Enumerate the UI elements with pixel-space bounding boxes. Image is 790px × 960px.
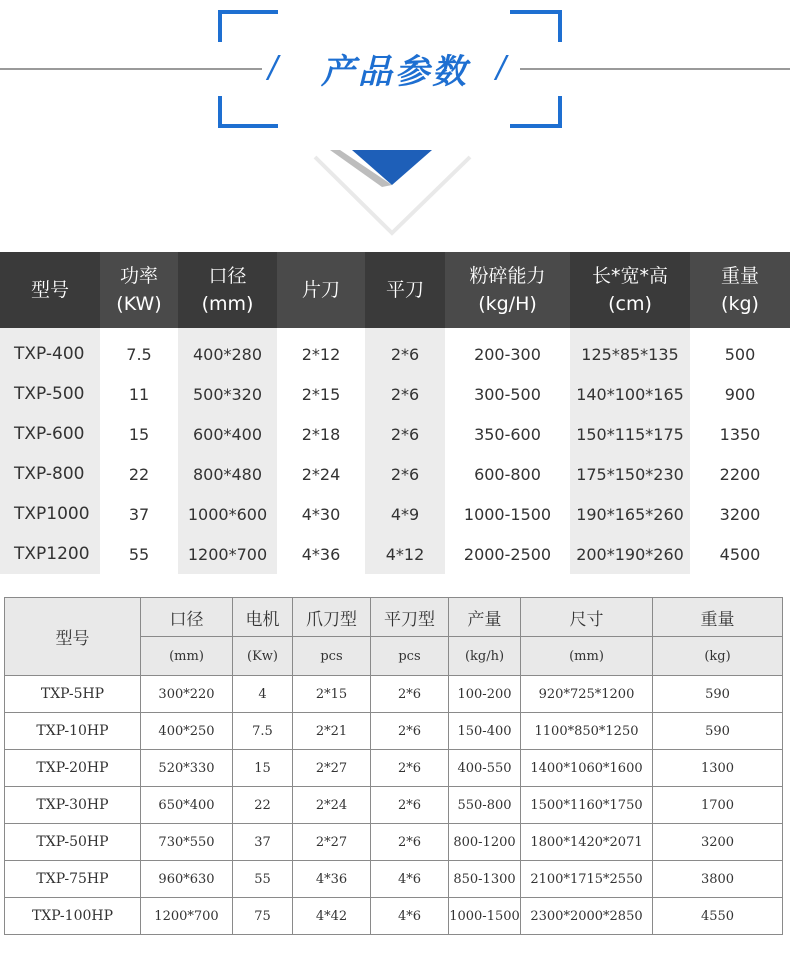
table-row <box>0 374 790 414</box>
table-cell: 850-1300 <box>449 861 521 898</box>
table-cell: 15 <box>128 424 150 444</box>
header-cell: 口径 (mm) <box>178 252 277 328</box>
table-cell: 500 <box>724 344 756 364</box>
table-row <box>5 676 783 713</box>
table-cell: 100-200 <box>449 676 521 713</box>
header-cell: 尺寸 <box>521 598 653 637</box>
unit-cell: (mm) <box>521 637 653 676</box>
table-cell: TXP1000 <box>0 494 100 534</box>
table-cell: 125*85*135 <box>570 328 690 374</box>
table-row <box>5 824 783 861</box>
slash-decoration-left: / <box>268 50 279 85</box>
frame-corner-bottom-left <box>218 96 278 128</box>
unit-cell: (Kw) <box>233 637 293 676</box>
table-cell: 2*6 <box>365 414 445 454</box>
table-cell: 2*6 <box>371 713 449 750</box>
table-cell: 4*9 <box>365 494 445 534</box>
table-cell: 400*250 <box>141 713 233 750</box>
table-cell: 2*6 <box>371 676 449 713</box>
header-cell: 重量 (kg) <box>690 252 790 328</box>
table-cell: 2*6 <box>371 787 449 824</box>
table-cell: 300*220 <box>141 676 233 713</box>
table-cell: 2000-2500 <box>463 544 552 564</box>
table-cell: 1700 <box>653 787 783 824</box>
table-cell: 4500 <box>719 544 761 564</box>
table-cell: 600-800 <box>474 464 541 484</box>
table-header-row <box>0 252 790 328</box>
table-cell: TXP-5HP <box>5 676 141 713</box>
table-cell: 22 <box>128 464 150 484</box>
table-cell: 1300 <box>653 750 783 787</box>
table-cell: 2200 <box>719 464 761 484</box>
table-cell: 590 <box>653 676 783 713</box>
table-cell: 4*36 <box>293 861 371 898</box>
table-cell: 2*27 <box>293 824 371 861</box>
table-cell: 590 <box>653 713 783 750</box>
table-cell: 4*36 <box>301 544 341 564</box>
table-cell: 900 <box>724 384 756 404</box>
table-cell: 1000-1500 <box>463 504 552 524</box>
table-cell: 2*6 <box>371 750 449 787</box>
header-rule-right <box>520 68 790 70</box>
table-cell: TXP-30HP <box>5 787 141 824</box>
table-cell: TXP-600 <box>0 414 100 454</box>
frame-corner-top-right <box>510 10 562 42</box>
header-cell: 口径 <box>141 598 233 637</box>
table-row <box>0 414 790 454</box>
table-cell: 2*18 <box>301 424 341 444</box>
table-cell: 730*550 <box>141 824 233 861</box>
table-cell: 4*6 <box>371 898 449 935</box>
table-cell: TXP-10HP <box>5 713 141 750</box>
table-cell: TXP-50HP <box>5 824 141 861</box>
table-cell: 55 <box>128 544 150 564</box>
table-cell: 520*330 <box>141 750 233 787</box>
table-cell: 4*12 <box>365 534 445 574</box>
table-cell: 800*480 <box>178 454 277 494</box>
table-cell: 2300*2000*2850 <box>521 898 653 935</box>
header-cell: 平刀 <box>365 252 445 328</box>
table-cell: 2100*1715*2550 <box>521 861 653 898</box>
table-cell: 1200*700 <box>141 898 233 935</box>
unit-cell: (kg) <box>653 637 783 676</box>
table-cell: 7.5 <box>233 713 293 750</box>
slash-decoration-right: / <box>496 50 507 85</box>
table-cell: 2*21 <box>293 713 371 750</box>
table-cell: 2*27 <box>293 750 371 787</box>
table-cell: 75 <box>233 898 293 935</box>
table-cell: 190*165*260 <box>570 494 690 534</box>
table-cell: 300-500 <box>474 384 541 404</box>
table-cell: 2*6 <box>365 454 445 494</box>
table-cell: 2*12 <box>301 344 341 364</box>
table-cell: 4*30 <box>301 504 341 524</box>
table-row <box>0 494 790 534</box>
unit-cell: pcs <box>371 637 449 676</box>
unit-cell: pcs <box>293 637 371 676</box>
table-cell: 140*100*165 <box>570 374 690 414</box>
header-cell: 电机 <box>233 598 293 637</box>
table-cell: 2*15 <box>301 384 341 404</box>
table-cell: 400-550 <box>449 750 521 787</box>
table-cell: 500*320 <box>178 374 277 414</box>
table-cell: 3200 <box>719 504 761 524</box>
header-cell: 爪刀型 <box>293 598 371 637</box>
table-cell: 1400*1060*1600 <box>521 750 653 787</box>
table-row <box>0 454 790 494</box>
unit-cell: (mm) <box>141 637 233 676</box>
table-row <box>5 861 783 898</box>
table-cell: 4*6 <box>371 861 449 898</box>
table-cell: 920*725*1200 <box>521 676 653 713</box>
frame-corner-top-left <box>218 10 278 42</box>
table-header-row <box>5 598 783 637</box>
table-row <box>0 534 790 574</box>
table-cell: 3200 <box>653 824 783 861</box>
table-cell: 2*6 <box>371 824 449 861</box>
header-cell: 片刀 <box>277 252 365 328</box>
table-row <box>5 750 783 787</box>
table-cell: 2*6 <box>365 328 445 374</box>
table-cell: 7.5 <box>126 344 152 364</box>
table-cell: 175*150*230 <box>570 454 690 494</box>
table-cell: 4550 <box>653 898 783 935</box>
table-cell: 1000*600 <box>178 494 277 534</box>
header-cell: 功率 (KW) <box>100 252 178 328</box>
header-cell: 重量 <box>653 598 783 637</box>
table-row <box>0 328 790 374</box>
table-cell: TXP-400 <box>0 328 100 374</box>
table-row <box>5 898 783 935</box>
header-cell: 粉碎能力 (kg/H) <box>445 252 570 328</box>
table-cell: 600*400 <box>178 414 277 454</box>
table-cell: 350-600 <box>474 424 541 444</box>
header-rule-left <box>0 68 262 70</box>
table-cell: 15 <box>233 750 293 787</box>
table-cell: TXP-20HP <box>5 750 141 787</box>
table-cell: 650*400 <box>141 787 233 824</box>
unit-cell: (kg/h) <box>449 637 521 676</box>
header-cell: 长*宽*高 (cm) <box>570 252 690 328</box>
table-cell: 200*190*260 <box>570 534 690 574</box>
table-cell: TXP-500 <box>0 374 100 414</box>
table-cell: 2*15 <box>293 676 371 713</box>
table-cell: 3800 <box>653 861 783 898</box>
table-cell: TXP-800 <box>0 454 100 494</box>
table-cell: 55 <box>233 861 293 898</box>
table-cell: 2*24 <box>301 464 341 484</box>
header-cell: 平刀型 <box>371 598 449 637</box>
table-cell: 2*6 <box>365 374 445 414</box>
table-cell: 400*280 <box>178 328 277 374</box>
spec-table-txp <box>0 252 790 574</box>
table-cell: 22 <box>233 787 293 824</box>
table-cell: 1100*850*1250 <box>521 713 653 750</box>
chevron-down-icon <box>300 145 485 245</box>
table-cell: 2*24 <box>293 787 371 824</box>
frame-corner-bottom-right <box>510 96 562 128</box>
table-cell: 37 <box>128 504 150 524</box>
table-cell: 1000-1500 <box>449 898 521 935</box>
page-title: 产品参数 <box>321 52 469 92</box>
table-cell: TXP-75HP <box>5 861 141 898</box>
table-cell: TXP1200 <box>0 534 100 574</box>
header-cell: 型号 <box>0 252 100 328</box>
table-cell: 150-400 <box>449 713 521 750</box>
table-cell: TXP-100HP <box>5 898 141 935</box>
table-row <box>5 713 783 750</box>
table-cell: 150*115*175 <box>570 414 690 454</box>
table-cell: 37 <box>233 824 293 861</box>
table-cell: 11 <box>128 384 150 404</box>
table-row <box>5 787 783 824</box>
table-cell: 800-1200 <box>449 824 521 861</box>
table-cell: 1200*700 <box>178 534 277 574</box>
table-cell: 1800*1420*2071 <box>521 824 653 861</box>
table-cell: 960*630 <box>141 861 233 898</box>
spec-table-txp-hp <box>4 597 783 935</box>
table-cell: 4*42 <box>293 898 371 935</box>
table-cell: 550-800 <box>449 787 521 824</box>
table-cell: 1500*1160*1750 <box>521 787 653 824</box>
header-cell: 产量 <box>449 598 521 637</box>
header-cell: 型号 <box>5 598 141 676</box>
table-cell: 1350 <box>719 424 761 444</box>
table-cell: 4 <box>233 676 293 713</box>
table-cell: 200-300 <box>474 344 541 364</box>
